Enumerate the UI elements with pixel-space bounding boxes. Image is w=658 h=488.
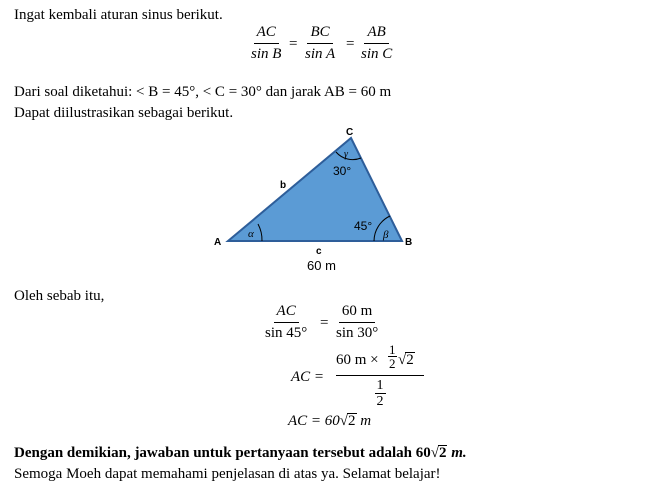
step1-right-numerator: 60 m <box>339 303 375 323</box>
law-fraction-1 <box>248 24 284 63</box>
therefore-text: Oleh sebab itu, <box>14 288 105 304</box>
conclusion-unit: m. <box>447 445 467 461</box>
base-length-label: 60 m <box>307 258 336 273</box>
known-values-text: Dari soal diketahui: < B = 45°, < C = 30° dan jarak AB = 60 m <box>14 84 392 100</box>
angle-label-beta: β <box>383 229 389 241</box>
step3-sqrt: √2 <box>339 413 356 429</box>
step2-lhs: AC = <box>291 369 325 385</box>
conclusion-sqrt: √2 <box>430 445 447 461</box>
angle-value-C: 30° <box>333 164 352 178</box>
triangle-shape <box>228 138 402 241</box>
illustrate-text: Dapat diilustrasikan sebagai berikut. <box>14 105 234 121</box>
law-f3-denominator: sin C <box>361 46 393 62</box>
law-f1-numerator: AC <box>254 24 279 44</box>
step2-fraction <box>336 343 424 409</box>
step1-left-numerator: AC <box>274 303 299 323</box>
angle-label-alpha: α <box>248 228 254 240</box>
law-f3-numerator: AB <box>364 24 388 44</box>
angle-label-gamma: γ <box>344 149 348 160</box>
law-f1-denominator: sin B <box>251 46 282 62</box>
law-f2-denominator: sin A <box>305 46 336 62</box>
step1-equals: = <box>320 315 329 331</box>
conclusion-radicand: 2 <box>438 445 447 461</box>
law-fraction-2 <box>302 24 338 63</box>
step2-half-den: 2 <box>389 356 396 371</box>
step2-fraction-bar <box>336 375 424 376</box>
law-equals-2: = <box>346 36 355 52</box>
step3-lhs: AC = 60 <box>288 413 340 429</box>
step1-right-fraction <box>333 303 381 342</box>
step3-radicand: 2 <box>348 413 356 429</box>
step2-den-den: 2 <box>376 394 384 409</box>
vertex-label-C: C <box>346 127 354 138</box>
step2-sqrt: √2 <box>398 352 414 368</box>
step2-denominator <box>336 378 424 409</box>
step3-unit: m <box>356 413 372 429</box>
angle-value-B: 45° <box>354 219 373 233</box>
step1-left-denominator: sin 45° <box>265 325 308 341</box>
step2-numerator <box>336 343 424 375</box>
vertex-label-B: B <box>405 237 413 248</box>
step1-right-denominator: sin 30° <box>336 325 379 341</box>
intro-text: Ingat kembali aturan sinus berikut. <box>14 7 223 23</box>
side-label-b: b <box>280 180 287 191</box>
law-equals-1: = <box>289 36 298 52</box>
step1-left-fraction <box>262 303 310 342</box>
step2-half-fraction <box>388 343 397 370</box>
step2-half-num: 1 <box>389 342 396 357</box>
conclusion-text <box>14 444 467 462</box>
side-label-c: c <box>316 246 322 257</box>
step2-radicand: 2 <box>406 352 414 368</box>
conclusion-main: Dengan demikian, jawaban untuk pertanyaan tersebut adalah 60 <box>14 445 431 461</box>
step2-den-fraction <box>375 378 386 409</box>
vertex-label-A: A <box>214 237 222 248</box>
law-f2-numerator: BC <box>307 24 332 44</box>
triangle-diagram <box>0 120 658 400</box>
step2-num-text: 60 m × <box>336 352 379 368</box>
step3-result <box>288 412 371 430</box>
closing-text: Semoga Moeh dapat memahami penjelasan di atas ya. Selamat belajar! <box>14 466 441 482</box>
step2-den-num: 1 <box>376 378 384 393</box>
law-fraction-3 <box>358 24 395 63</box>
